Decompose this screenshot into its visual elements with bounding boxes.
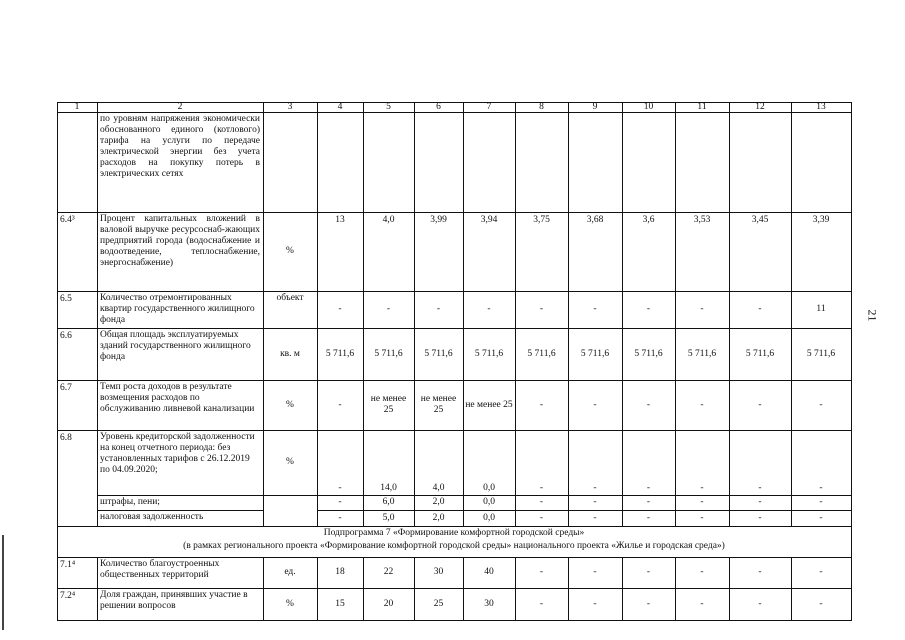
row-8-value-7: 40 bbox=[484, 567, 494, 577]
row-9-value-9: - bbox=[593, 598, 597, 609]
row-6-value-10: - bbox=[646, 497, 651, 507]
row-3-value-10: 5 711,6 bbox=[634, 348, 663, 359]
header-cell-7: 7 bbox=[486, 102, 492, 112]
row-3-unit: кв. м bbox=[280, 348, 300, 359]
header-cell-10: 10 bbox=[643, 102, 654, 112]
row-8-value-10: - bbox=[646, 567, 651, 577]
row-4-value-8: - bbox=[539, 399, 544, 410]
row-1-value-13: 3,39 bbox=[812, 215, 830, 225]
row-9-value-6: 25 bbox=[433, 598, 444, 609]
row-9-value-8: - bbox=[539, 598, 544, 609]
row-1-value-7: 3,94 bbox=[480, 215, 498, 225]
row-6-unit bbox=[263, 495, 317, 510]
row-7-value-11: - bbox=[700, 512, 704, 523]
row-8-value-8: - bbox=[539, 567, 544, 577]
row-0-value-10 bbox=[622, 112, 675, 212]
header-cell-3: 3 bbox=[287, 102, 293, 112]
row-2-value-9: - bbox=[593, 304, 597, 314]
row-9-value-7: 30 bbox=[484, 598, 494, 609]
row-8-value-11: - bbox=[700, 567, 704, 577]
row-7-value-12: - bbox=[758, 512, 762, 523]
row-7-value-6: 2,0 bbox=[432, 512, 445, 523]
row-1-id: 6.4³ bbox=[60, 215, 75, 225]
row-4-value-11: - bbox=[700, 399, 704, 410]
header-cell-11: 11 bbox=[697, 102, 707, 112]
row-2-value-11: - bbox=[700, 304, 704, 314]
row-3-value-4: 5 711,6 bbox=[325, 348, 355, 359]
subprogram-title: Подпрограмма 7 «Формирование комфортной городской среды» bbox=[323, 528, 585, 538]
row-9-value-4: 15 bbox=[335, 598, 345, 609]
row-1-value-10: 3,6 bbox=[642, 215, 655, 225]
row-2-value-7: - bbox=[487, 304, 491, 314]
row-1-value-12: 3,45 bbox=[751, 215, 769, 225]
row-6-value-11: - bbox=[700, 497, 704, 507]
header-cell-2: 2 bbox=[177, 102, 183, 112]
row-3-value-9: 5 711,6 bbox=[580, 348, 610, 359]
row-0-value-13 bbox=[791, 112, 851, 212]
row-7-value-7: 0,0 bbox=[483, 512, 495, 523]
row-8-indicator: Количество благоустроенных общественных территорий bbox=[100, 559, 220, 580]
row-7-id bbox=[57, 510, 97, 526]
row-2-value-5: - bbox=[386, 304, 391, 314]
row-4-unit: % bbox=[286, 399, 294, 410]
row-5-value-7: 0,0 bbox=[483, 483, 495, 493]
row-7-value-10: - bbox=[646, 512, 651, 523]
row-3-value-5: 5 711,6 bbox=[374, 348, 403, 359]
row-5-value-13: - bbox=[819, 483, 823, 493]
row-4-value-12: - bbox=[758, 399, 762, 410]
row-5-indicator: Уровень кредиторской задолженности на конец отчетного периода: без установленных тарифов с 26.12.2019 по 04.09.2020; bbox=[100, 432, 255, 475]
row-8-value-4: 18 bbox=[335, 567, 345, 577]
row-7-indicator: налоговая задолженность bbox=[100, 512, 204, 522]
row-5-value-6: 4,0 bbox=[432, 483, 445, 493]
row-8-value-9: - bbox=[593, 567, 597, 577]
row-6-value-8: - bbox=[539, 497, 544, 507]
row-9-id: 7.2⁴ bbox=[60, 591, 76, 601]
row-2-value-13: 11 bbox=[816, 304, 826, 314]
header-cell-9: 9 bbox=[592, 102, 598, 112]
scan-edge-mark bbox=[2, 535, 4, 630]
row-5-value-12: - bbox=[758, 483, 762, 493]
row-4-value-10: - bbox=[646, 399, 651, 410]
row-1-value-11: 3,53 bbox=[693, 215, 711, 225]
row-3-value-11: 5 711,6 bbox=[687, 348, 717, 359]
subprogram-subtitle: (в рамках регионального проекта «Формирование комфортной городской среды» национального проекта «Жилье и городская среда») bbox=[183, 541, 725, 551]
row-3-value-7: 5 711,6 bbox=[474, 348, 504, 359]
row-2-value-4: - bbox=[338, 304, 342, 314]
header-cell-8: 8 bbox=[539, 102, 544, 112]
row-0-value-11 bbox=[675, 112, 729, 212]
row-6-value-5: 6,0 bbox=[382, 497, 395, 507]
row-4-indicator: Темп роста доходов в результате возмещения расходов по обслуживанию ливневой канализации bbox=[100, 382, 255, 414]
row-7-unit bbox=[263, 510, 317, 526]
header-cell-13: 13 bbox=[816, 102, 826, 112]
row-1-value-8: 3,75 bbox=[533, 215, 550, 225]
row-3-value-6: 5 711,6 bbox=[424, 348, 453, 359]
row-1-value-4: 13 bbox=[335, 215, 345, 225]
row-8-value-13: - bbox=[819, 567, 823, 577]
header-cell-5: 5 bbox=[386, 102, 391, 112]
row-2-value-12: - bbox=[758, 304, 762, 314]
header-cell-6: 6 bbox=[436, 102, 441, 112]
row-1-indicator: Процент капитальных вложений в валовой выручке ресурсоснаб-жающих предприятий города (водоснабжение и водоотведение, теплоснабжение, энергоснабжение) bbox=[100, 214, 260, 268]
row-0-unit bbox=[263, 112, 317, 212]
row-0-value-6 bbox=[414, 112, 463, 212]
row-6-id bbox=[57, 495, 97, 510]
row-8-value-6: 30 bbox=[433, 567, 444, 577]
row-9-value-13: - bbox=[819, 598, 823, 609]
row-5-unit: % bbox=[286, 457, 294, 467]
row-9-value-11: - bbox=[700, 598, 704, 609]
row-2-id: 6.5 bbox=[60, 294, 72, 304]
row-1-value-6: 3,99 bbox=[430, 215, 447, 225]
row-9-value-10: - bbox=[646, 598, 651, 609]
row-4-value-13: - bbox=[819, 399, 823, 410]
row-1-value-5: 4,0 bbox=[382, 215, 395, 225]
row-8-value-5: 22 bbox=[383, 567, 394, 577]
row-6-value-13: - bbox=[819, 497, 823, 507]
row-9-value-12: - bbox=[758, 598, 762, 609]
row-8-unit: ед. bbox=[284, 567, 296, 577]
row-0-value-9 bbox=[568, 112, 622, 212]
row-9-unit: % bbox=[286, 598, 294, 609]
row-1-unit: % bbox=[286, 246, 294, 256]
grid-line bbox=[851, 102, 852, 621]
row-0-value-8 bbox=[515, 112, 568, 212]
row-5-value-10: - bbox=[646, 483, 651, 493]
row-5-id: 6.8 bbox=[60, 433, 72, 443]
row-4-id: 6.7 bbox=[60, 383, 72, 393]
row-0-id bbox=[57, 112, 97, 212]
row-0-value-4 bbox=[317, 112, 363, 212]
row-6-value-7: 0,0 bbox=[483, 497, 495, 507]
row-0-value-5 bbox=[363, 112, 414, 212]
row-8-id: 7.1⁴ bbox=[60, 560, 76, 570]
row-4-value-7: не менее 25 bbox=[465, 399, 513, 410]
grid-line bbox=[57, 620, 851, 621]
row-6-value-9: - bbox=[593, 497, 597, 507]
row-5-value-4: - bbox=[338, 483, 342, 493]
row-7-value-5: 5,0 bbox=[382, 512, 395, 523]
header-cell-12: 12 bbox=[755, 102, 765, 112]
row-2-value-10: - bbox=[646, 304, 651, 314]
row-2-unit: объект bbox=[276, 293, 304, 303]
row-3-indicator: Общая площадь эксплуатируемых зданий государственного жилищного фонда bbox=[100, 330, 251, 362]
row-7-value-9: - bbox=[593, 512, 597, 523]
row-0-value-7 bbox=[463, 112, 515, 212]
row-5-value-11: - bbox=[700, 483, 704, 493]
page-number: 21 bbox=[865, 309, 880, 322]
row-8-value-12: - bbox=[758, 567, 762, 577]
row-3-value-13: 5 711,6 bbox=[806, 348, 836, 359]
header-cell-1: 1 bbox=[74, 102, 80, 112]
header-cell-4: 4 bbox=[337, 102, 343, 112]
grid-line bbox=[57, 526, 851, 527]
row-0-value-12 bbox=[729, 112, 791, 212]
row-4-value-5: не менее 25 bbox=[370, 394, 407, 415]
row-6-value-4: - bbox=[338, 497, 342, 507]
row-4-value-9: - bbox=[593, 399, 597, 410]
row-7-value-4: - bbox=[338, 512, 342, 523]
row-9-value-5: 20 bbox=[383, 598, 394, 609]
row-7-value-8: - bbox=[539, 512, 544, 523]
row-3-value-12: 5 711,6 bbox=[745, 348, 775, 359]
row-5-value-9: - bbox=[593, 483, 597, 493]
row-2-value-8: - bbox=[539, 304, 544, 314]
row-5-value-5: 14,0 bbox=[380, 483, 397, 493]
row-7-value-13: - bbox=[819, 512, 823, 523]
row-6-indicator: штрафы, пени; bbox=[100, 497, 160, 507]
row-5-value-8: - bbox=[539, 483, 544, 493]
row-2-value-6: - bbox=[436, 304, 441, 314]
row-4-value-6: не менее 25 bbox=[420, 394, 457, 415]
row-4-value-4: - bbox=[338, 399, 342, 410]
row-0-indicator: по уровням напряжения экономически обоснованного единого (котлового) тарифа на услуги по передаче электрической энергии без учета расходов на покупку потерь в электрических сетях bbox=[100, 114, 260, 179]
row-6-value-6: 2,0 bbox=[432, 497, 445, 507]
row-1-value-9: 3,68 bbox=[586, 215, 604, 225]
row-6-value-12: - bbox=[758, 497, 762, 507]
row-3-id: 6.6 bbox=[60, 331, 72, 341]
row-2-indicator: Количество отремонтированных квартир государственного жилищного фонда bbox=[100, 293, 255, 325]
row-9-indicator: Доля граждан, принявших участие в решении вопросов bbox=[100, 590, 248, 611]
row-3-value-8: 5 711,6 bbox=[527, 348, 556, 359]
